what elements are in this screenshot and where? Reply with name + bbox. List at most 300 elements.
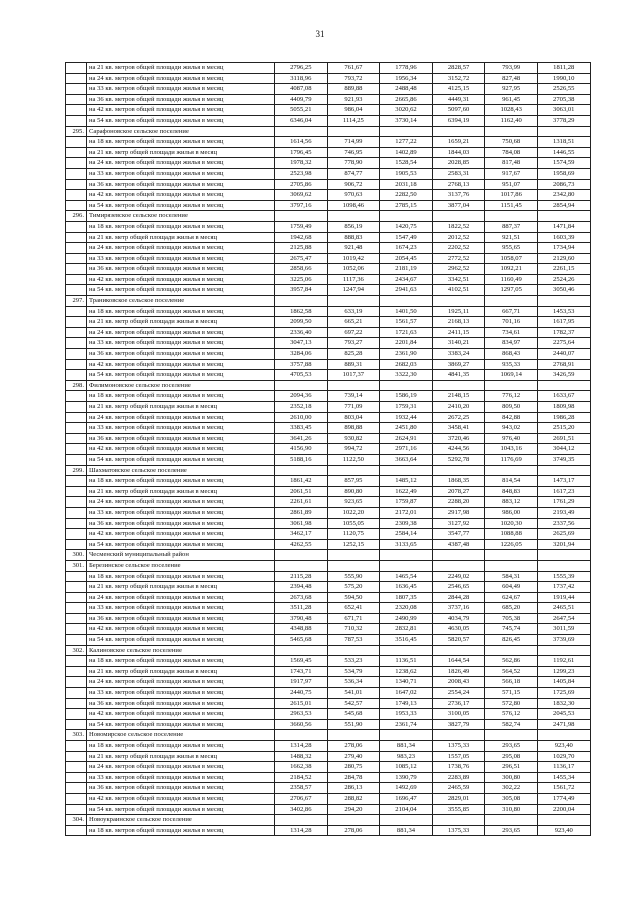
section-title-cell: Филимоновское сельское поселение — [87, 380, 275, 391]
description-cell: на 54 кв. метров общей площади жилья в месяц — [87, 719, 275, 730]
value-cell: 809,50 — [485, 402, 538, 413]
description-cell: на 21 кв. метр общей площади жилья в месяц — [87, 582, 275, 593]
row-number-cell — [66, 793, 87, 804]
value-cell — [275, 380, 328, 391]
section-header-row — [66, 126, 591, 137]
table-row — [66, 624, 591, 635]
table-row — [66, 105, 591, 116]
description-cell: на 36 кв. метров общей площади жилья в месяц — [87, 698, 275, 709]
row-number-cell — [66, 190, 87, 201]
value-cell: 575,20 — [327, 582, 380, 593]
value-cell: 4087,08 — [275, 84, 328, 95]
value-cell: 3749,35 — [537, 454, 590, 465]
table-row — [66, 147, 591, 158]
value-cell: 883,12 — [485, 497, 538, 508]
value-cell: 1586,19 — [380, 391, 433, 402]
value-cell — [537, 465, 590, 476]
value-cell: 889,88 — [327, 84, 380, 95]
value-cell: 2584,14 — [380, 529, 433, 540]
value-cell: 1492,69 — [380, 783, 433, 794]
value-cell: 2288,20 — [432, 497, 485, 508]
value-cell: 1919,44 — [537, 592, 590, 603]
value-cell: 705,38 — [485, 613, 538, 624]
row-number-cell — [66, 656, 87, 667]
table-row — [66, 253, 591, 264]
row-number-cell — [66, 762, 87, 773]
value-cell: 2829,01 — [432, 793, 485, 804]
value-cell: 2028,85 — [432, 158, 485, 169]
row-number-cell — [66, 476, 87, 487]
value-cell: 1058,07 — [485, 253, 538, 264]
value-cell: 983,23 — [380, 751, 433, 762]
value-cell: 2963,53 — [275, 709, 328, 720]
value-cell: 834,97 — [485, 338, 538, 349]
description-cell: на 18 кв. метров общей площади жилья в месяц — [87, 825, 275, 836]
table-row — [66, 793, 591, 804]
row-number-cell — [66, 359, 87, 370]
description-cell: на 18 кв. метров общей площади жилья в месяц — [87, 571, 275, 582]
value-cell: 2342,80 — [537, 190, 590, 201]
value-cell — [432, 645, 485, 656]
value-cell — [380, 815, 433, 826]
value-cell — [327, 380, 380, 391]
value-cell: 1925,11 — [432, 306, 485, 317]
value-cell: 2181,19 — [380, 264, 433, 275]
row-number-cell — [66, 529, 87, 540]
value-cell: 576,12 — [485, 709, 538, 720]
value-cell — [327, 550, 380, 561]
value-cell — [275, 730, 328, 741]
description-cell: на 36 кв. метров общей площади жилья в месяц — [87, 613, 275, 624]
value-cell: 5097,60 — [432, 105, 485, 116]
row-number-cell — [66, 137, 87, 148]
description-cell: на 24 кв. метров общей площади жилья в месяц — [87, 243, 275, 254]
value-cell: 3516,45 — [380, 635, 433, 646]
table-row — [66, 63, 591, 74]
value-cell: 4841,35 — [432, 370, 485, 381]
value-cell: 1117,36 — [327, 274, 380, 285]
value-cell: 1120,75 — [327, 529, 380, 540]
value-cell: 1761,29 — [537, 497, 590, 508]
value-cell: 2261,15 — [537, 264, 590, 275]
table-row — [66, 94, 591, 105]
row-number-cell — [66, 158, 87, 169]
description-cell: на 21 кв. метров общей площади жилья в месяц — [87, 63, 275, 74]
row-number-cell — [66, 804, 87, 815]
value-cell: 3827,79 — [432, 719, 485, 730]
value-cell: 1774,49 — [537, 793, 590, 804]
tariff-table-body — [66, 63, 591, 836]
value-cell: 1822,52 — [432, 221, 485, 232]
table-row — [66, 73, 591, 84]
value-cell — [327, 465, 380, 476]
value-cell: 1252,15 — [327, 539, 380, 550]
table-row — [66, 539, 591, 550]
value-cell — [275, 645, 328, 656]
value-cell — [380, 211, 433, 222]
value-cell: 921,48 — [327, 243, 380, 254]
value-cell: 1390,79 — [380, 772, 433, 783]
value-cell: 1547,49 — [380, 232, 433, 243]
value-cell — [380, 126, 433, 137]
value-cell: 1861,42 — [275, 476, 328, 487]
value-cell: 671,71 — [327, 613, 380, 624]
value-cell: 2094,36 — [275, 391, 328, 402]
value-cell: 955,65 — [485, 243, 538, 254]
table-row — [66, 285, 591, 296]
value-cell: 1136,51 — [380, 656, 433, 667]
row-number-cell — [66, 147, 87, 158]
description-cell: на 54 кв. метров общей площади жилья в месяц — [87, 804, 275, 815]
value-cell: 856,19 — [327, 221, 380, 232]
value-cell: 2275,64 — [537, 338, 590, 349]
value-cell: 1782,37 — [537, 327, 590, 338]
value-cell: 970,63 — [327, 190, 380, 201]
row-number-cell — [66, 232, 87, 243]
value-cell — [432, 380, 485, 391]
value-cell: 4244,56 — [432, 444, 485, 455]
value-cell: 1932,44 — [380, 412, 433, 423]
value-cell: 1614,56 — [275, 137, 328, 148]
description-cell: на 42 кв. метров общей площади жилья в месяц — [87, 105, 275, 116]
value-cell — [485, 211, 538, 222]
value-cell: 566,18 — [485, 677, 538, 688]
section-title-cell: Траниковское сельское поселение — [87, 296, 275, 307]
description-cell: на 21 кв. метр общей площади жилья в месяц — [87, 317, 275, 328]
value-cell: 1978,32 — [275, 158, 328, 169]
value-cell: 6394,19 — [432, 115, 485, 126]
row-number-cell: 302. — [66, 645, 87, 656]
value-cell: 534,79 — [327, 666, 380, 677]
value-cell: 594,50 — [327, 592, 380, 603]
value-cell: 1622,49 — [380, 486, 433, 497]
value-cell: 986,04 — [327, 105, 380, 116]
value-cell — [432, 550, 485, 561]
value-cell: 1905,53 — [380, 168, 433, 179]
value-cell: 1192,61 — [537, 656, 590, 667]
value-cell: 746,95 — [327, 147, 380, 158]
section-title-cell: Березинское сельское поселение — [87, 560, 275, 571]
description-cell: на 42 кв. метров общей площади жилья в месяц — [87, 709, 275, 720]
table-row — [66, 772, 591, 783]
row-number-cell — [66, 603, 87, 614]
value-cell: 2691,51 — [537, 433, 590, 444]
value-cell: 1738,76 — [432, 762, 485, 773]
value-cell: 930,82 — [327, 433, 380, 444]
value-cell: 2706,67 — [275, 793, 328, 804]
value-cell: 1055,05 — [327, 518, 380, 529]
value-cell: 2282,50 — [380, 190, 433, 201]
description-cell: на 33 кв. метров общей площади жилья в месяц — [87, 507, 275, 518]
section-header-row — [66, 560, 591, 571]
value-cell: 2624,91 — [380, 433, 433, 444]
value-cell: 2490,99 — [380, 613, 433, 624]
value-cell: 923,40 — [537, 825, 590, 836]
value-cell: 1247,94 — [327, 285, 380, 296]
value-cell: 817,48 — [485, 158, 538, 169]
value-cell: 1721,63 — [380, 327, 433, 338]
description-cell: на 42 кв. метров общей площади жилья в месяц — [87, 444, 275, 455]
value-cell: 2172,01 — [380, 507, 433, 518]
row-number-cell — [66, 423, 87, 434]
value-cell: 1868,35 — [432, 476, 485, 487]
value-cell: 1375,33 — [432, 825, 485, 836]
value-cell: 1647,02 — [380, 688, 433, 699]
value-cell: 2008,43 — [432, 677, 485, 688]
value-cell — [275, 296, 328, 307]
value-cell: 2675,47 — [275, 253, 328, 264]
value-cell — [485, 645, 538, 656]
description-cell: на 36 кв. метров общей площади жилья в месяц — [87, 264, 275, 275]
value-cell: 3044,12 — [537, 444, 590, 455]
value-cell: 1238,62 — [380, 666, 433, 677]
table-row — [66, 804, 591, 815]
table-row — [66, 444, 591, 455]
value-cell — [537, 550, 590, 561]
value-cell: 868,43 — [485, 349, 538, 360]
value-cell: 3877,04 — [432, 200, 485, 211]
table-row — [66, 168, 591, 179]
value-cell: 1401,50 — [380, 306, 433, 317]
row-number-cell — [66, 274, 87, 285]
description-cell: на 33 кв. метров общей площади жилья в месяц — [87, 253, 275, 264]
value-cell: 4034,79 — [432, 613, 485, 624]
table-row — [66, 158, 591, 169]
value-cell: 1069,14 — [485, 370, 538, 381]
value-cell: 1725,69 — [537, 688, 590, 699]
value-cell: 3050,46 — [537, 285, 590, 296]
value-cell: 2465,59 — [432, 783, 485, 794]
value-cell: 295,08 — [485, 751, 538, 762]
value-cell: 3402,86 — [275, 804, 328, 815]
row-number-cell — [66, 105, 87, 116]
row-number-cell — [66, 73, 87, 84]
description-cell: на 42 кв. метров общей площади жилья в месяц — [87, 190, 275, 201]
value-cell: 582,74 — [485, 719, 538, 730]
value-cell: 2526,55 — [537, 84, 590, 95]
value-cell: 2440,75 — [275, 688, 328, 699]
value-cell: 3152,72 — [432, 73, 485, 84]
value-cell: 1832,30 — [537, 698, 590, 709]
value-cell — [432, 815, 485, 826]
value-cell: 2440,07 — [537, 349, 590, 360]
row-number-cell — [66, 253, 87, 264]
value-cell: 1617,95 — [537, 317, 590, 328]
row-number-cell — [66, 412, 87, 423]
row-number-cell — [66, 698, 87, 709]
row-number-cell — [66, 486, 87, 497]
value-cell: 3737,16 — [432, 603, 485, 614]
value-cell: 2394,48 — [275, 582, 328, 593]
description-cell: на 54 кв. метров общей площади жилья в месяц — [87, 539, 275, 550]
section-header-row — [66, 550, 591, 561]
value-cell: 3137,76 — [432, 190, 485, 201]
value-cell: 2125,88 — [275, 243, 328, 254]
value-cell: 927,95 — [485, 84, 538, 95]
row-number-cell — [66, 391, 87, 402]
value-cell: 2283,89 — [432, 772, 485, 783]
value-cell: 2625,69 — [537, 529, 590, 540]
value-cell: 3555,85 — [432, 804, 485, 815]
value-cell: 2546,65 — [432, 582, 485, 593]
value-cell: 541,01 — [327, 688, 380, 699]
value-cell: 2358,57 — [275, 783, 328, 794]
value-cell: 3383,24 — [432, 349, 485, 360]
value-cell: 2583,31 — [432, 168, 485, 179]
row-number-cell — [66, 571, 87, 582]
description-cell: на 54 кв. метров общей площади жилья в месяц — [87, 370, 275, 381]
description-cell: на 24 кв. метров общей площади жилья в месяц — [87, 592, 275, 603]
value-cell: 881,34 — [380, 741, 433, 752]
table-row — [66, 327, 591, 338]
row-number-cell: 295. — [66, 126, 87, 137]
value-cell: 2104,04 — [380, 804, 433, 815]
description-cell: на 18 кв. метров общей площади жилья в месяц — [87, 476, 275, 487]
value-cell: 2962,52 — [432, 264, 485, 275]
value-cell: 2061,51 — [275, 486, 328, 497]
value-cell: 1759,87 — [380, 497, 433, 508]
value-cell: 2045,53 — [537, 709, 590, 720]
value-cell: 2768,91 — [537, 359, 590, 370]
value-cell — [432, 296, 485, 307]
value-cell: 923,40 — [537, 741, 590, 752]
value-cell: 278,06 — [327, 825, 380, 836]
row-number-cell — [66, 497, 87, 508]
value-cell: 943,02 — [485, 423, 538, 434]
value-cell: 1277,22 — [380, 137, 433, 148]
table-row — [66, 603, 591, 614]
description-cell: на 33 кв. метров общей площади жилья в месяц — [87, 603, 275, 614]
description-cell: на 33 кв. метров общей площади жилья в месяц — [87, 338, 275, 349]
value-cell: 3720,46 — [432, 433, 485, 444]
row-number-cell — [66, 666, 87, 677]
value-cell: 1734,94 — [537, 243, 590, 254]
row-number-cell — [66, 94, 87, 105]
table-row — [66, 497, 591, 508]
value-cell: 3133,65 — [380, 539, 433, 550]
value-cell: 3957,84 — [275, 285, 328, 296]
description-cell: на 42 кв. метров общей площади жилья в месяц — [87, 359, 275, 370]
value-cell: 1561,57 — [380, 317, 433, 328]
value-cell: 887,37 — [485, 221, 538, 232]
value-cell: 787,53 — [327, 635, 380, 646]
table-row — [66, 391, 591, 402]
description-cell: на 42 кв. метров общей площади жилья в месяц — [87, 529, 275, 540]
value-cell: 1085,12 — [380, 762, 433, 773]
section-title-cell: Шахматовское сельское поселение — [87, 465, 275, 476]
value-cell: 2828,57 — [432, 63, 485, 74]
value-cell: 2858,66 — [275, 264, 328, 275]
table-row — [66, 698, 591, 709]
value-cell: 842,88 — [485, 412, 538, 423]
value-cell: 1917,97 — [275, 677, 328, 688]
value-cell: 3100,05 — [432, 709, 485, 720]
value-cell: 776,12 — [485, 391, 538, 402]
table-row — [66, 179, 591, 190]
value-cell — [537, 815, 590, 826]
value-cell — [537, 560, 590, 571]
value-cell: 279,40 — [327, 751, 380, 762]
value-cell: 2844,28 — [432, 592, 485, 603]
value-cell: 1644,54 — [432, 656, 485, 667]
table-row — [66, 741, 591, 752]
value-cell: 2705,86 — [275, 179, 328, 190]
table-row — [66, 359, 591, 370]
value-cell: 3011,59 — [537, 624, 590, 635]
row-number-cell — [66, 688, 87, 699]
description-cell: на 33 кв. метров общей площади жилья в месяц — [87, 84, 275, 95]
value-cell: 1528,54 — [380, 158, 433, 169]
value-cell: 3790,48 — [275, 613, 328, 624]
table-row — [66, 719, 591, 730]
section-title-cell: Чесменский муниципальный район — [87, 550, 275, 561]
value-cell: 1603,39 — [537, 232, 590, 243]
value-cell: 533,23 — [327, 656, 380, 667]
value-cell: 2488,48 — [380, 84, 433, 95]
table-row — [66, 190, 591, 201]
value-cell: 1455,34 — [537, 772, 590, 783]
value-cell: 803,04 — [327, 412, 380, 423]
row-number-cell — [66, 613, 87, 624]
value-cell: 778,90 — [327, 158, 380, 169]
table-row — [66, 264, 591, 275]
value-cell — [380, 465, 433, 476]
table-row — [66, 507, 591, 518]
table-row — [66, 84, 591, 95]
row-number-cell — [66, 306, 87, 317]
value-cell: 665,21 — [327, 317, 380, 328]
value-cell: 2031,18 — [380, 179, 433, 190]
value-cell: 921,51 — [485, 232, 538, 243]
table-row — [66, 751, 591, 762]
table-row — [66, 221, 591, 232]
description-cell: на 18 кв. метров общей площади жилья в месяц — [87, 306, 275, 317]
value-cell — [275, 211, 328, 222]
row-number-cell — [66, 709, 87, 720]
value-cell: 3739,69 — [537, 635, 590, 646]
value-cell: 2941,63 — [380, 285, 433, 296]
value-cell — [327, 211, 380, 222]
value-cell: 2615,01 — [275, 698, 328, 709]
value-cell: 1990,10 — [537, 73, 590, 84]
value-cell — [327, 560, 380, 571]
row-number-cell — [66, 635, 87, 646]
table-row — [66, 423, 591, 434]
value-cell: 278,06 — [327, 741, 380, 752]
value-cell: 2451,80 — [380, 423, 433, 434]
value-cell: 848,83 — [485, 486, 538, 497]
value-cell: 1807,35 — [380, 592, 433, 603]
value-cell: 2012,52 — [432, 232, 485, 243]
value-cell — [537, 126, 590, 137]
row-number-cell — [66, 783, 87, 794]
value-cell — [432, 465, 485, 476]
value-cell: 906,72 — [327, 179, 380, 190]
tariff-table — [65, 62, 591, 836]
description-cell: на 24 кв. метров общей площади жилья в месяц — [87, 412, 275, 423]
value-cell: 4409,79 — [275, 94, 328, 105]
section-header-row — [66, 380, 591, 391]
value-cell: 5465,68 — [275, 635, 328, 646]
value-cell: 4348,88 — [275, 624, 328, 635]
value-cell: 302,22 — [485, 783, 538, 794]
value-cell: 3778,29 — [537, 115, 590, 126]
value-cell: 2115,28 — [275, 571, 328, 582]
description-cell: на 33 кв. метров общей площади жилья в месяц — [87, 772, 275, 783]
table-row — [66, 666, 591, 677]
value-cell: 584,31 — [485, 571, 538, 582]
section-header-row — [66, 730, 591, 741]
